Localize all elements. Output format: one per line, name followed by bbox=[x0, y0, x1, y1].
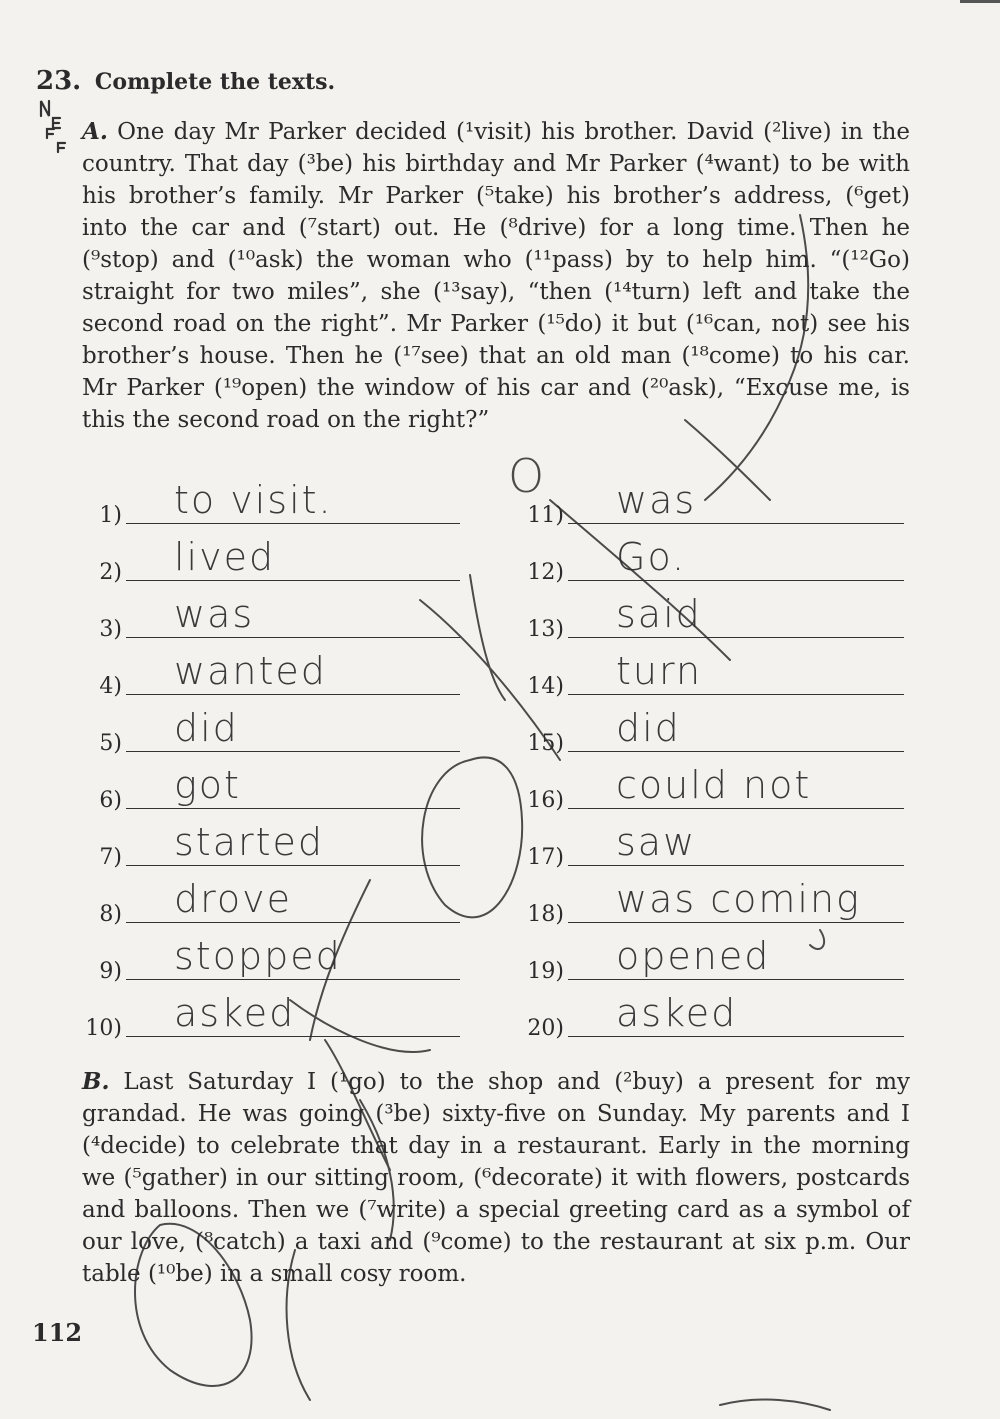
curl-mark bbox=[810, 930, 824, 949]
answer-number: 20) bbox=[527, 1016, 564, 1041]
handwritten-answer: did bbox=[616, 706, 681, 750]
check-stroke-11 bbox=[720, 1400, 830, 1410]
handwritten-answer: was bbox=[616, 478, 697, 522]
page-number: 112 bbox=[32, 1318, 83, 1347]
answer-number: 16) bbox=[527, 788, 564, 813]
answer-number: 11) bbox=[527, 503, 564, 528]
answer-number: 14) bbox=[527, 674, 564, 699]
check-stroke-6 bbox=[310, 880, 370, 1040]
check-stroke-7 bbox=[290, 1000, 430, 1052]
answer-number: 13) bbox=[527, 617, 564, 642]
check-stroke-4 bbox=[705, 215, 808, 500]
check-stroke-1 bbox=[470, 575, 505, 700]
handwritten-answer: asked bbox=[174, 991, 296, 1035]
answer-number: 10) bbox=[85, 1016, 122, 1041]
handwritten-answer: to visit. bbox=[174, 478, 333, 522]
part-b-label: B. bbox=[82, 1068, 110, 1095]
handwritten-answer: was bbox=[174, 592, 255, 636]
handwritten-answer: wanted bbox=[174, 649, 327, 693]
handwritten-answer: got bbox=[174, 763, 241, 807]
handwritten-answer: drove bbox=[174, 877, 293, 921]
handwritten-answer: opened bbox=[616, 934, 771, 978]
handwritten-answer: asked bbox=[616, 991, 738, 1035]
handwritten-answer: could not bbox=[616, 763, 812, 807]
answer-number: 17) bbox=[527, 845, 564, 870]
handwritten-answer: turn bbox=[616, 649, 703, 693]
handwritten-answer: was coming bbox=[616, 877, 861, 921]
circle-mark-2 bbox=[135, 1224, 252, 1386]
answer-number: 18) bbox=[527, 902, 564, 927]
part-a-text: One day Mr Parker decided (¹visit) his brother. David (²live) in the country. That day (³be) his birthday and Mr Parker (⁴want) to be with his brother’s family. Mr Parker (⁵take) his brother’s address, (⁶get) into the car and (⁷start) out. He (⁸drive) for a long time. Then he (⁹stop) and (¹⁰ask) the woman who (¹¹pass) by to help him. “(¹²Go) straight for two miles”, she (¹³say), “then (¹⁴turn) left and take the second road on the right”. Mr Parker (¹⁵do) it but (¹⁶can, not) see his brother’s house. Then he (¹⁷see) that an old man (¹⁸come) to his car. Mr Parker (¹⁹open) the window of his car and (²⁰ask), “Excuse me, is this the second road on the right?” bbox=[82, 119, 910, 433]
handwritten-answer: started bbox=[174, 820, 325, 864]
handwritten-answer: lived bbox=[174, 535, 276, 579]
check-stroke-10 bbox=[287, 1250, 310, 1400]
answer-number: 4) bbox=[99, 674, 122, 699]
handwritten-answer: Go. bbox=[616, 535, 687, 579]
check-stroke-5 bbox=[685, 420, 770, 500]
handwritten-o-mark: O bbox=[508, 449, 545, 503]
answer-number: 15) bbox=[527, 731, 564, 756]
exercise-title: Complete the texts. bbox=[94, 69, 336, 95]
answer-number: 8) bbox=[99, 902, 122, 927]
part-a-label: A. bbox=[82, 118, 108, 145]
handwritten-answer: said bbox=[616, 592, 702, 636]
answer-number: 7) bbox=[99, 845, 122, 870]
check-stroke-8 bbox=[325, 1040, 390, 1170]
circle-mark-1 bbox=[422, 758, 522, 918]
exercise-number: 23. bbox=[36, 66, 82, 96]
handwritten-answer: stopped bbox=[174, 934, 342, 978]
answer-number: 1) bbox=[99, 503, 122, 528]
handwritten-answer: did bbox=[174, 706, 239, 750]
answer-number: 19) bbox=[527, 959, 564, 984]
part-b-text: Last Saturday I (¹go) to the shop and (²buy) a present for my grandad. He was going (³be) sixty-five on Sunday. My parents and I (⁴decide) to celebrate that day in a restaurant. Early in the morning we (⁵gather) in our sitting room, (⁶decorate) it with flowers, postcards and balloons. Then we (⁷write) a special greeting card as a symbol of our love, (⁸catch) a taxi and (⁹come) to the restaurant at six p.m. Our table (¹⁰be) in a small cosy room. bbox=[82, 1069, 911, 1287]
check-stroke-3 bbox=[550, 500, 730, 660]
answer-number: 6) bbox=[99, 788, 122, 813]
answer-number: 2) bbox=[99, 560, 122, 585]
handwritten-answer: saw bbox=[616, 820, 697, 864]
check-stroke-9 bbox=[360, 1100, 394, 1240]
answer-number: 3) bbox=[99, 617, 122, 642]
answer-number: 9) bbox=[99, 959, 122, 984]
check-stroke-2 bbox=[420, 600, 560, 760]
answer-number: 12) bbox=[527, 560, 564, 585]
answer-number: 5) bbox=[99, 731, 122, 756]
